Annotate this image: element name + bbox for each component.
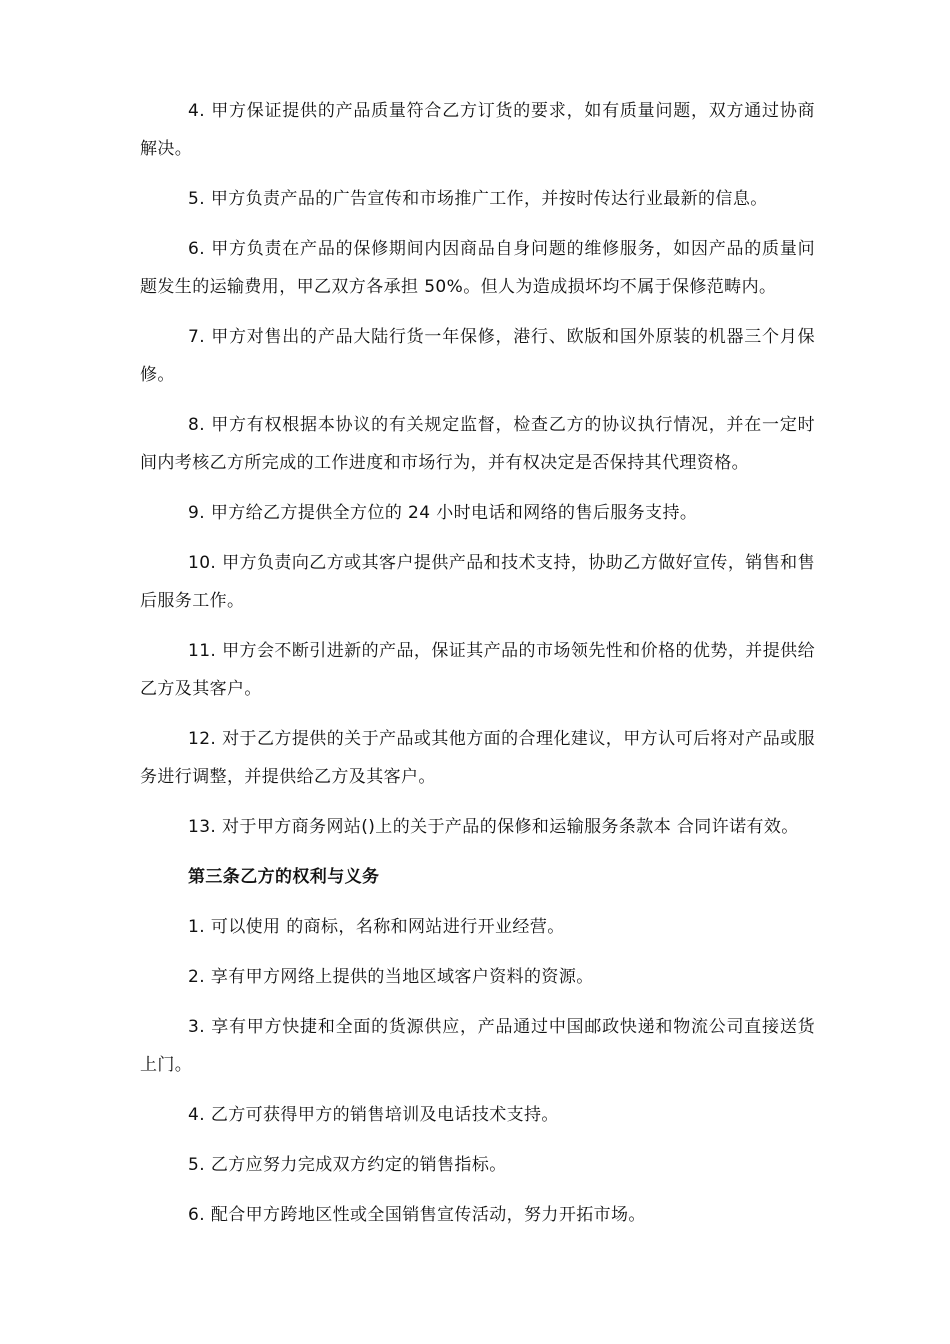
clause-paragraph: 6. 甲方负责在产品的保修期间内因商品自身问题的维修服务，如因产品的质量问题发生的运输费用，甲乙双方各承担 50%。但人为造成损坏均不属于保修范畴内。	[140, 239, 815, 297]
document-body	[140, 92, 815, 1246]
section-title: 第三条乙方的权利与义务	[188, 867, 380, 887]
section-paragraph: 3. 享有甲方快捷和全面的货源供应，产品通过中国邮政快递和物流公司直接送货上门。	[140, 1017, 815, 1075]
clause-paragraph: 9. 甲方给乙方提供全方位的 24 小时电话和网络的售后服务支持。	[188, 503, 698, 523]
clause-paragraph: 10. 甲方负责向乙方或其客户提供产品和技术支持，协助乙方做好宣传，销售和售后服务工作。	[140, 553, 815, 611]
clause-paragraph: 11. 甲方会不断引进新的产品，保证其产品的市场领先性和价格的优势，并提供给乙方及其客户。	[140, 641, 815, 699]
clause-paragraph: 12. 对于乙方提供的关于产品或其他方面的合理化建议，甲方认可后将对产品或服务进行调整，并提供给乙方及其客户。	[140, 729, 815, 787]
section-paragraph: 4. 乙方可获得甲方的销售培训及电话技术支持。	[188, 1105, 559, 1125]
section-paragraph: 1. 可以使用 的商标，名称和网站进行开业经营。	[188, 917, 565, 937]
clause-paragraph: 4. 甲方保证提供的产品质量符合乙方订货的要求，如有质量问题，双方通过协商解决。	[140, 101, 815, 159]
section-paragraph: 6. 配合甲方跨地区性或全国销售宣传活动，努力开拓市场。	[188, 1205, 646, 1225]
section-paragraph: 2. 享有甲方网络上提供的当地区域客户资料的资源。	[188, 967, 594, 987]
clause-paragraph: 13. 对于甲方商务网站()上的关于产品的保修和运输服务条款本 合同许诺有效。	[188, 817, 799, 837]
clause-paragraph: 8. 甲方有权根据本协议的有关规定监督，检查乙方的协议执行情况，并在一定时间内考核乙方所完成的工作进度和市场行为，并有权决定是否保持其代理资格。	[140, 415, 815, 473]
clause-paragraph: 5. 甲方负责产品的广告宣传和市场推广工作，并按时传达行业最新的信息。	[188, 189, 768, 209]
clause-paragraph: 7. 甲方对售出的产品大陆行货一年保修，港行、欧版和国外原装的机器三个月保修。	[140, 327, 815, 385]
section-paragraph: 5. 乙方应努力完成双方约定的销售指标。	[188, 1155, 507, 1175]
